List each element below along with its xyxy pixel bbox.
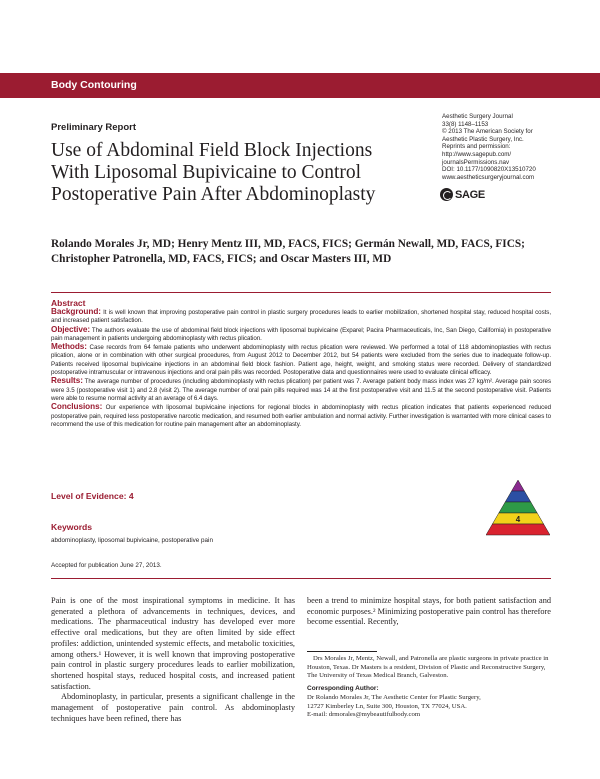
author-affiliation: Drs Morales Jr, Mentz, Newall, and Patronella are plastic surgeons in private practice in Houston, Texas. Dr Masters is a resident, Division of Plastic and Reconstructive Surgery, The University of Texas Medical Branch, Galveston.: [307, 655, 549, 680]
abstract-text: Our experience with liposomal bupivicaine injections for regional blocks in abdominoplasty with rectus plication indicates that patients experienced reduced postoperative pain, required less postoperative narcotic medication, and resumed both earlier ambulation and normal activity. Further investigation is warranted with more clinical cases to recommend the use of this medication for routine pain management after an abdominoplasty.: [51, 404, 551, 428]
abstract-conclusions: [51, 403, 551, 429]
abstract-body: [51, 308, 551, 429]
corresponding-author-line: 12727 Kimberley Ln, Suite 300, Houston, TX 77024, USA.: [307, 702, 467, 710]
reprints-label: Reprints and permission:: [442, 143, 511, 151]
journal-info: [442, 113, 592, 181]
sage-logo-icon: [440, 188, 453, 201]
footnote-rule: [307, 651, 377, 652]
level-of-evidence: Level of Evidence: 4: [51, 491, 134, 501]
accepted-date: Accepted for publication June 27, 2013.: [51, 562, 162, 569]
pyramid-tier-5: [486, 524, 550, 535]
section-label: Body Contouring: [51, 79, 137, 91]
journal-copyright-holder: Aesthetic Plastic Surgery, Inc.: [442, 135, 524, 143]
footnote: [307, 655, 551, 720]
body-column-right: [307, 596, 551, 628]
corresponding-author-heading: Corresponding Author:: [307, 685, 379, 693]
abstract-heading: Abstract: [51, 298, 86, 308]
abstract-text: The authors evaluate the use of abdominal field block injections with liposomal bupivicaine (Exparel; Pacira Pharmaceuticals, Inc, San Diego, California) in postoperative pain management in patients undergoing abdominoplasty with rectus plication.: [51, 326, 551, 342]
abstract-methods: [51, 343, 551, 377]
abstract-label: Conclusions:: [51, 402, 103, 412]
corresponding-author-email[interactable]: E-mail: drmorales@mybeautifulbody.com: [307, 711, 421, 719]
permissions-url-cont[interactable]: journalsPermissions.nav: [442, 158, 510, 166]
body-top-rule: [51, 578, 551, 579]
abstract-text: Case records from 64 female patients who underwent abdominoplasty with rectus plication were reviewed. We performed a total of 118 abdominoplasties with rectus plication, alone or in combination with other surgical procedures, from August 2012 to December 2012, but 54 patients were excluded from the series due to inadequate follow-up. Patients received liposomal bupivicaine injections in an abdominal field block fashion. Patient age, height, weight, and smoking status were recorded. Delivery of standardized postoperative intramuscular or intravenous injections and oral pain pills was recorded. Postoperative data and questionnaires were used to evaluate clinical efficacy.: [51, 344, 551, 377]
body-paragraph: Abdominoplasty, in particular, presents a significant challenge in the management of postoperative pain control. As abdominoplasty techniques have been refined, there has: [51, 692, 295, 723]
article-title: Use of Abdominal Field Block Injections With Liposomal Bupivicaine to Control Postoperative Pain After Abdominoplasty: [51, 140, 376, 205]
journal-name: Aesthetic Surgery Journal: [442, 113, 513, 120]
corresponding-author-line: Dr Rolando Morales Jr, The Aesthetic Center for Plastic Surgery,: [307, 693, 481, 701]
abstract-label: Methods:: [51, 342, 87, 352]
abstract-text: It is well known that improving postoperative pain control in plastic surgery procedures leads to earlier mobilization, shortened hospital stay, reduced hospital costs, and increased patient satisfaction.: [51, 309, 551, 325]
pyramid-tier-2: [505, 491, 531, 502]
body-paragraph: been a trend to minimize hospital stays, for both patient satisfaction and economic purposes.² Minimizing postoperative pain control has therefore become essential. Recently,: [307, 596, 551, 627]
evidence-pyramid-icon: [486, 480, 550, 536]
abstract-label: Background:: [51, 307, 101, 316]
report-type: Preliminary Report: [51, 122, 136, 133]
body-paragraph: Pain is one of the most inspirational symptoms in medicine. It has generated a plethora of advancements in techniques, devices, and medications. The pharmaceutical industry has developed ever more effective oral medications, but they are often limited by side effect profiles: addiction, unintended systemic effects, and metabolic toxicities, among others.¹ However, it is well known that improving postoperative pain control in plastic surgery procedures leads to earlier mobilization, shortened hospital stays, reduced hospital costs, and increased patient satisfaction.: [51, 596, 295, 691]
doi: DOI: 10.1177/1090820X13510720: [442, 166, 536, 174]
keywords-list: abdominoplasty, liposomal bupivicaine, postoperative pain: [51, 537, 213, 544]
author-list: Rolando Morales Jr, MD; Henry Mentz III, MD, FACS, FICS; Germán Newall, MD, FACS, FICS; Christopher Patronella, MD, FACS, FICS; and Oscar Masters III, MD: [51, 238, 525, 265]
abstract-results: [51, 377, 551, 403]
keywords-heading: Keywords: [51, 522, 93, 532]
abstract-text: The average number of procedures (including abdominoplasty with rectus plication) per patient was 7. Average patient body mass index was 27 kg/m². Average pain scores were 3.5 (postoperative visit 1) and 2.8 (visit 2). The average number of oral pain pills required was 14 at the first postoperative visit and 11.5 at the second postoperative visit. Patients were able to resume normal activity at an average of 6.4 days.: [51, 378, 551, 402]
permissions-url[interactable]: http://www.sagepub.com/: [442, 150, 512, 158]
journal-volume: 33(8) 1148–1153: [442, 120, 489, 128]
sage-logo-text: SAGE: [455, 188, 485, 201]
abstract-objective: [51, 326, 551, 344]
journal-website[interactable]: www.aestheticsurgeryjournal.com: [442, 173, 535, 181]
body-column-left: [51, 596, 295, 724]
pyramid-tier-3: [499, 502, 537, 513]
journal-copyright: © 2013 The American Society for: [442, 128, 533, 136]
abstract-background: [51, 308, 551, 326]
pyramid-level-label: 4: [515, 515, 521, 524]
abstract-label: Results:: [51, 376, 83, 386]
abstract-label: Objective:: [51, 324, 91, 334]
pyramid-tier-1: [512, 480, 525, 491]
abstract-top-rule: [51, 292, 551, 293]
sage-logo: [440, 188, 485, 201]
section-banner: [0, 73, 600, 98]
